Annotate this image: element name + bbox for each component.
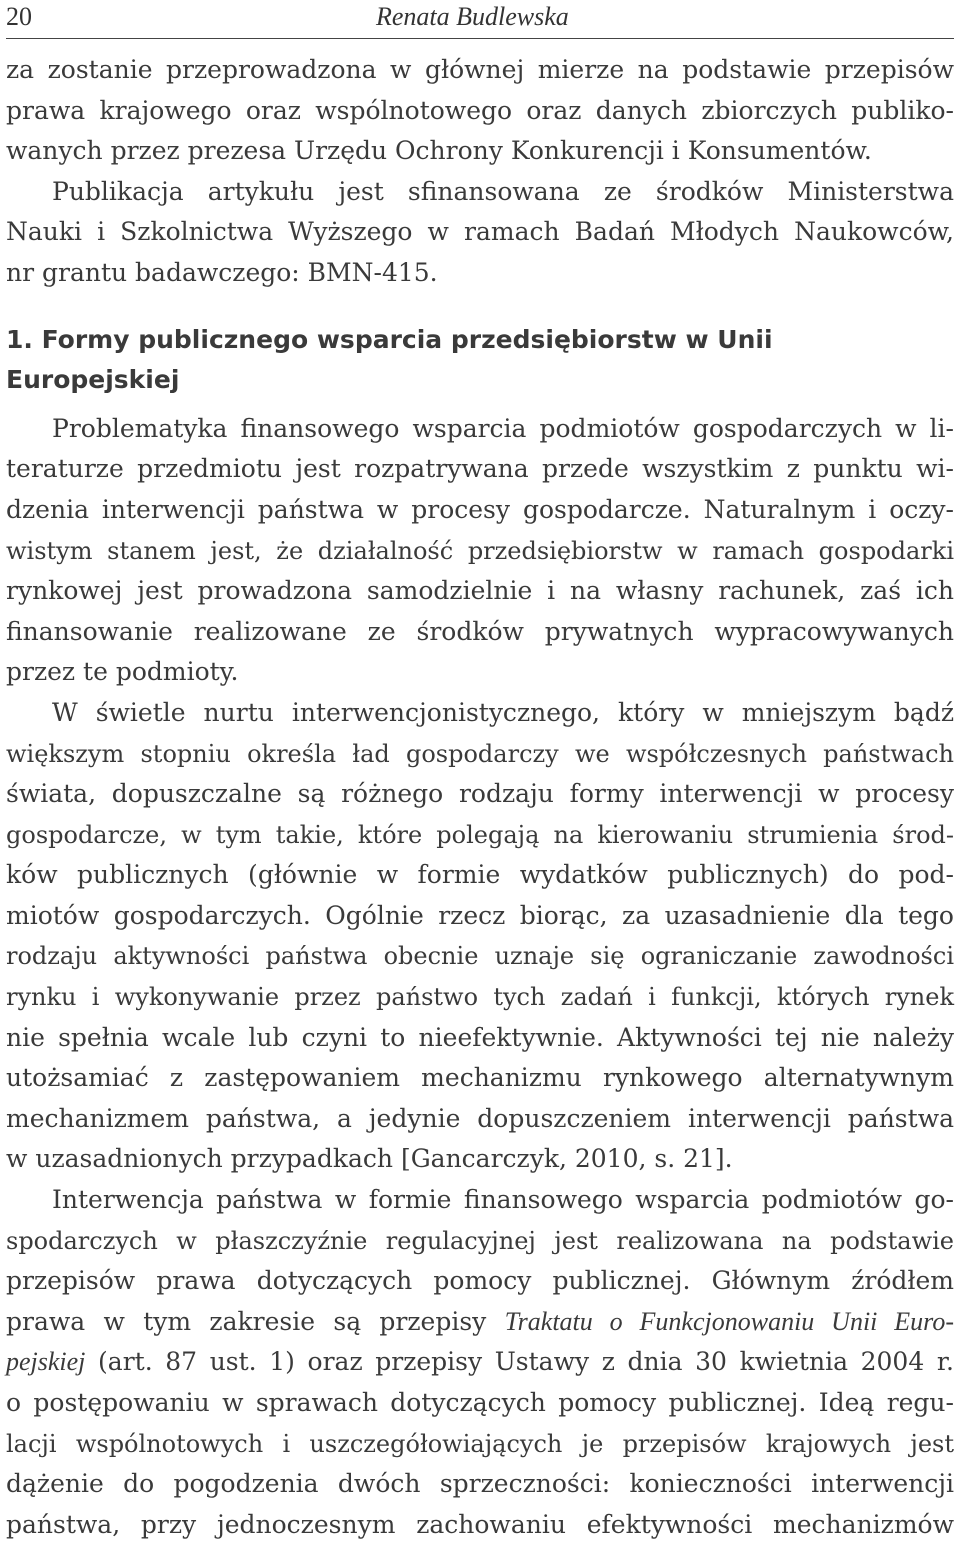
text-line: mechanizmem państwa, a jedynie dopuszczeniem interwencji państwa (6, 1103, 954, 1133)
text-line: Nauki i Szkolnictwa Wyższego w ramach Badań Młodych Naukowców, (6, 217, 954, 247)
text-line: W świetle nurtu interwencjonistycznego, który w mniejszym bądź (52, 697, 954, 727)
running-header (6, 0, 954, 36)
text-line: wistym stanem jest, że działalność przedsiębiorstw w ramach gospodarki (6, 536, 954, 565)
heading-line: Europejskiej (6, 365, 180, 395)
text-line: świata, dopuszczalne są różnego rodzaju formy interwencji w procesy (6, 779, 954, 809)
text-line: Publikacja artykułu jest sfinansowana ze środków Ministerstwa (52, 176, 954, 206)
text-line: prawa krajowego oraz wspólnotowego oraz danych zbiorczych publiko- (6, 95, 954, 125)
intro-paragraph (6, 50, 954, 294)
text-line: wanych przez prezesa Urzędu Ochrony Konkurencji i Konsumentów. (6, 136, 872, 166)
text-line: finansowanie realizowane ze środków prywatnych wypracowywanych (6, 616, 954, 646)
page-number: 20 (6, 2, 32, 31)
text-line: lacji wspólnotowych i uszczegółowiających je przepisów krajowych jest (6, 1429, 954, 1458)
text-line: państwa, przy jednoczesnym zachowaniu efektywności mechanizmów (6, 1509, 954, 1539)
body-text (6, 50, 954, 1545)
text-span: prawa w tym zakresie są przepisy (6, 1306, 505, 1336)
text-line: przez te podmioty. (6, 657, 239, 687)
section-heading (6, 320, 954, 401)
header-rule (6, 38, 954, 39)
text-line: dążenie do pogodzenia dwóch sprzeczności: konieczności interwencji (6, 1469, 954, 1499)
text-line: nr grantu badawczego: BMN-415. (6, 257, 438, 287)
text-line: o postępowaniu w sprawach dotyczących pomocy publicznej. Ideą regu- (6, 1388, 954, 1417)
text-line: spodarczych w płaszczyźnie regulacyjnej jest realizowana na podstawie (6, 1226, 954, 1255)
text-line (6, 1342, 954, 1383)
text-line: gospodarcze, w tym takie, które polegają na kierowaniu strumienia środ- (6, 820, 954, 849)
text-line: w uzasadnionych przypadkach [Gancarczyk, 2010, s. 21]. (6, 1144, 733, 1174)
text-line: dzenia interwencji państwa w procesy gospodarcze. Naturalnym i oczy- (6, 494, 954, 524)
paragraph-3 (6, 1180, 954, 1545)
text-line: za zostanie przeprowadzona w głównej mierze na podstawie przepisów (6, 55, 954, 84)
treaty-title-italic: Traktatu o Funkcjonowaniu Unii Euro- (504, 1306, 954, 1336)
text-line: nie spełnia wcale lub czyni to nieefektywnie. Aktywności tej nie należy (6, 1022, 954, 1052)
text-line: większym stopniu określa ład gospodarczy we współczesnych państwach (6, 739, 954, 768)
text-line (6, 1302, 954, 1343)
text-line: teraturze przedmiotu jest rozpatrywana przede wszystkim z punktu wi- (6, 454, 954, 484)
text-line: utożsamiać z zastępowaniem mechanizmu rynkowego alternatywnym (6, 1063, 954, 1093)
paragraph-2 (6, 693, 954, 1180)
text-line: miotów gospodarczych. Ogólnie rzecz biorąc, za uzasadnienie dla tego (6, 900, 954, 930)
text-line: rynkowej jest prowadzona samodzielnie i na własny rachunek, zaś ich (6, 576, 954, 606)
treaty-title-italic: pejskiej (6, 1347, 86, 1377)
text-span: (art. 87 ust. 1) oraz przepisy Ustawy z dnia 30 kwietnia 2004 r. (85, 1347, 954, 1377)
text-line: Interwencja państwa w formie finansowego wsparcia podmiotów go- (52, 1185, 954, 1215)
running-author: Renata Budlewska (376, 2, 569, 31)
paragraph-1 (6, 409, 954, 693)
heading-line: 1. Formy publicznego wsparcia przedsiębiorstw w Unii (6, 324, 773, 354)
text-line: Problematyka finansowego wsparcia podmiotów gospodarczych w li- (52, 413, 954, 443)
text-line: rodzaju aktywności państwa obecnie uznaje się ograniczanie zawodności (6, 942, 954, 971)
text-line: ków publicznych (głównie w formie wydatków publicznych) do pod- (6, 860, 954, 890)
text-line: rynku i wykonywanie przez państwo tych zadań i funkcji, których rynek (6, 983, 954, 1012)
text-line: przepisów prawa dotyczących pomocy publicznej. Głównym źródłem (6, 1266, 954, 1296)
